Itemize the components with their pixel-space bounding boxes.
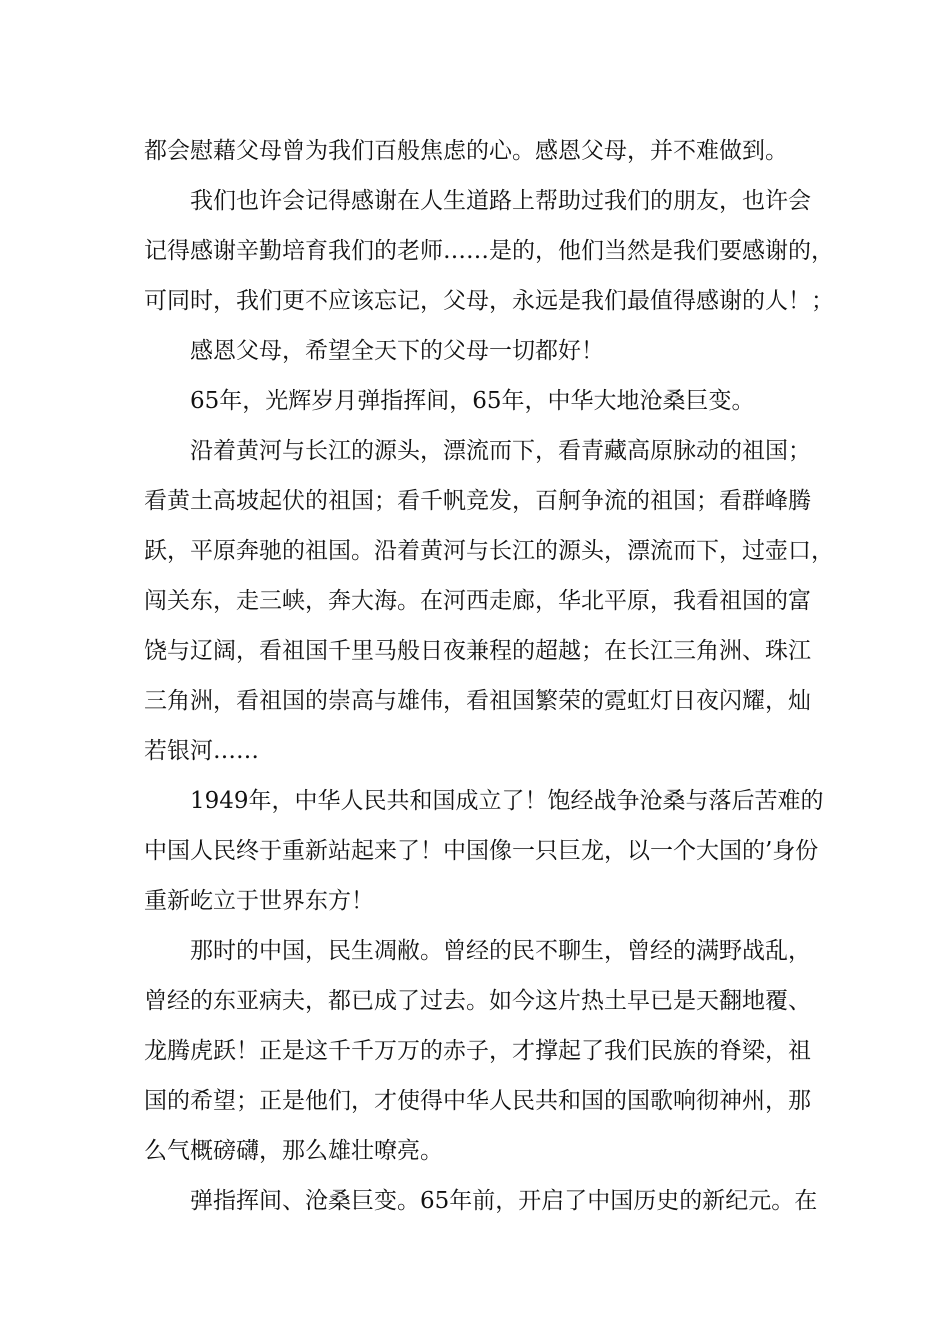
text-line: 饶与辽阔，看祖国千里马般日夜兼程的超越；在长江三角洲、珠江 [144, 638, 811, 664]
text-line: 么气概磅礴，那么雄壮嘹亮。 [144, 1138, 443, 1164]
text-line: 若银河…… [144, 738, 259, 764]
text-line: 三角洲，看祖国的崇高与雄伟，看祖国繁荣的霓虹灯日夜闪耀，灿 [144, 688, 811, 714]
text-line: 重新屹立于世界东方！ [144, 888, 374, 914]
text-line: 65年，光辉岁月弹指挥间，65年，中华大地沧桑巨变。 [190, 388, 755, 414]
text-line: 曾经的东亚病夫，都已成了过去。如今这片热土早已是天翻地覆、 [144, 988, 811, 1014]
text-line: 1949年，中华人民共和国成立了！饱经战争沧桑与落后苦难的 [190, 788, 824, 814]
text-line: 记得感谢辛勤培育我们的老师……是的，他们当然是我们要感谢的， [144, 238, 834, 264]
text-line: 国的希望；正是他们，才使得中华人民共和国的国歌响彻神州，那 [144, 1088, 811, 1114]
text-line: 可同时，我们更不应该忘记，父母，永远是我们最值得感谢的人！； [144, 288, 834, 314]
text-line: 感恩父母，希望全天下的父母一切都好！ [190, 338, 604, 364]
text-line: 那时的中国，民生凋敝。曾经的民不聊生，曾经的满野战乱， [190, 938, 811, 964]
text-line: 看黄土高坡起伏的祖国；看千帆竞发，百舸争流的祖国；看群峰腾 [144, 488, 811, 514]
text-line: 都会慰藉父母曾为我们百般焦虑的心。感恩父母，并不难做到。 [144, 138, 788, 164]
text-line: 我们也许会记得感谢在人生道路上帮助过我们的朋友，也许会 [190, 188, 811, 214]
text-line: 闯关东，走三峡，奔大海。在河西走廊，华北平原，我看祖国的富 [144, 588, 811, 614]
text-line: 跃，平原奔驰的祖国。沿着黄河与长江的源头，漂流而下，过壶口， [144, 538, 834, 564]
text-line: 龙腾虎跃！正是这千千万万的赤子，才撑起了我们民族的脊梁，祖 [144, 1038, 811, 1064]
text-line: 沿着黄河与长江的源头，漂流而下，看青藏高原脉动的祖国； [190, 438, 811, 464]
text-line: 中国人民终于重新站起来了！中国像一只巨龙，以一个大国的’身份 [144, 838, 819, 864]
text-line: 弹指挥间、沧桑巨变。65年前，开启了中国历史的新纪元。在 [190, 1188, 818, 1214]
